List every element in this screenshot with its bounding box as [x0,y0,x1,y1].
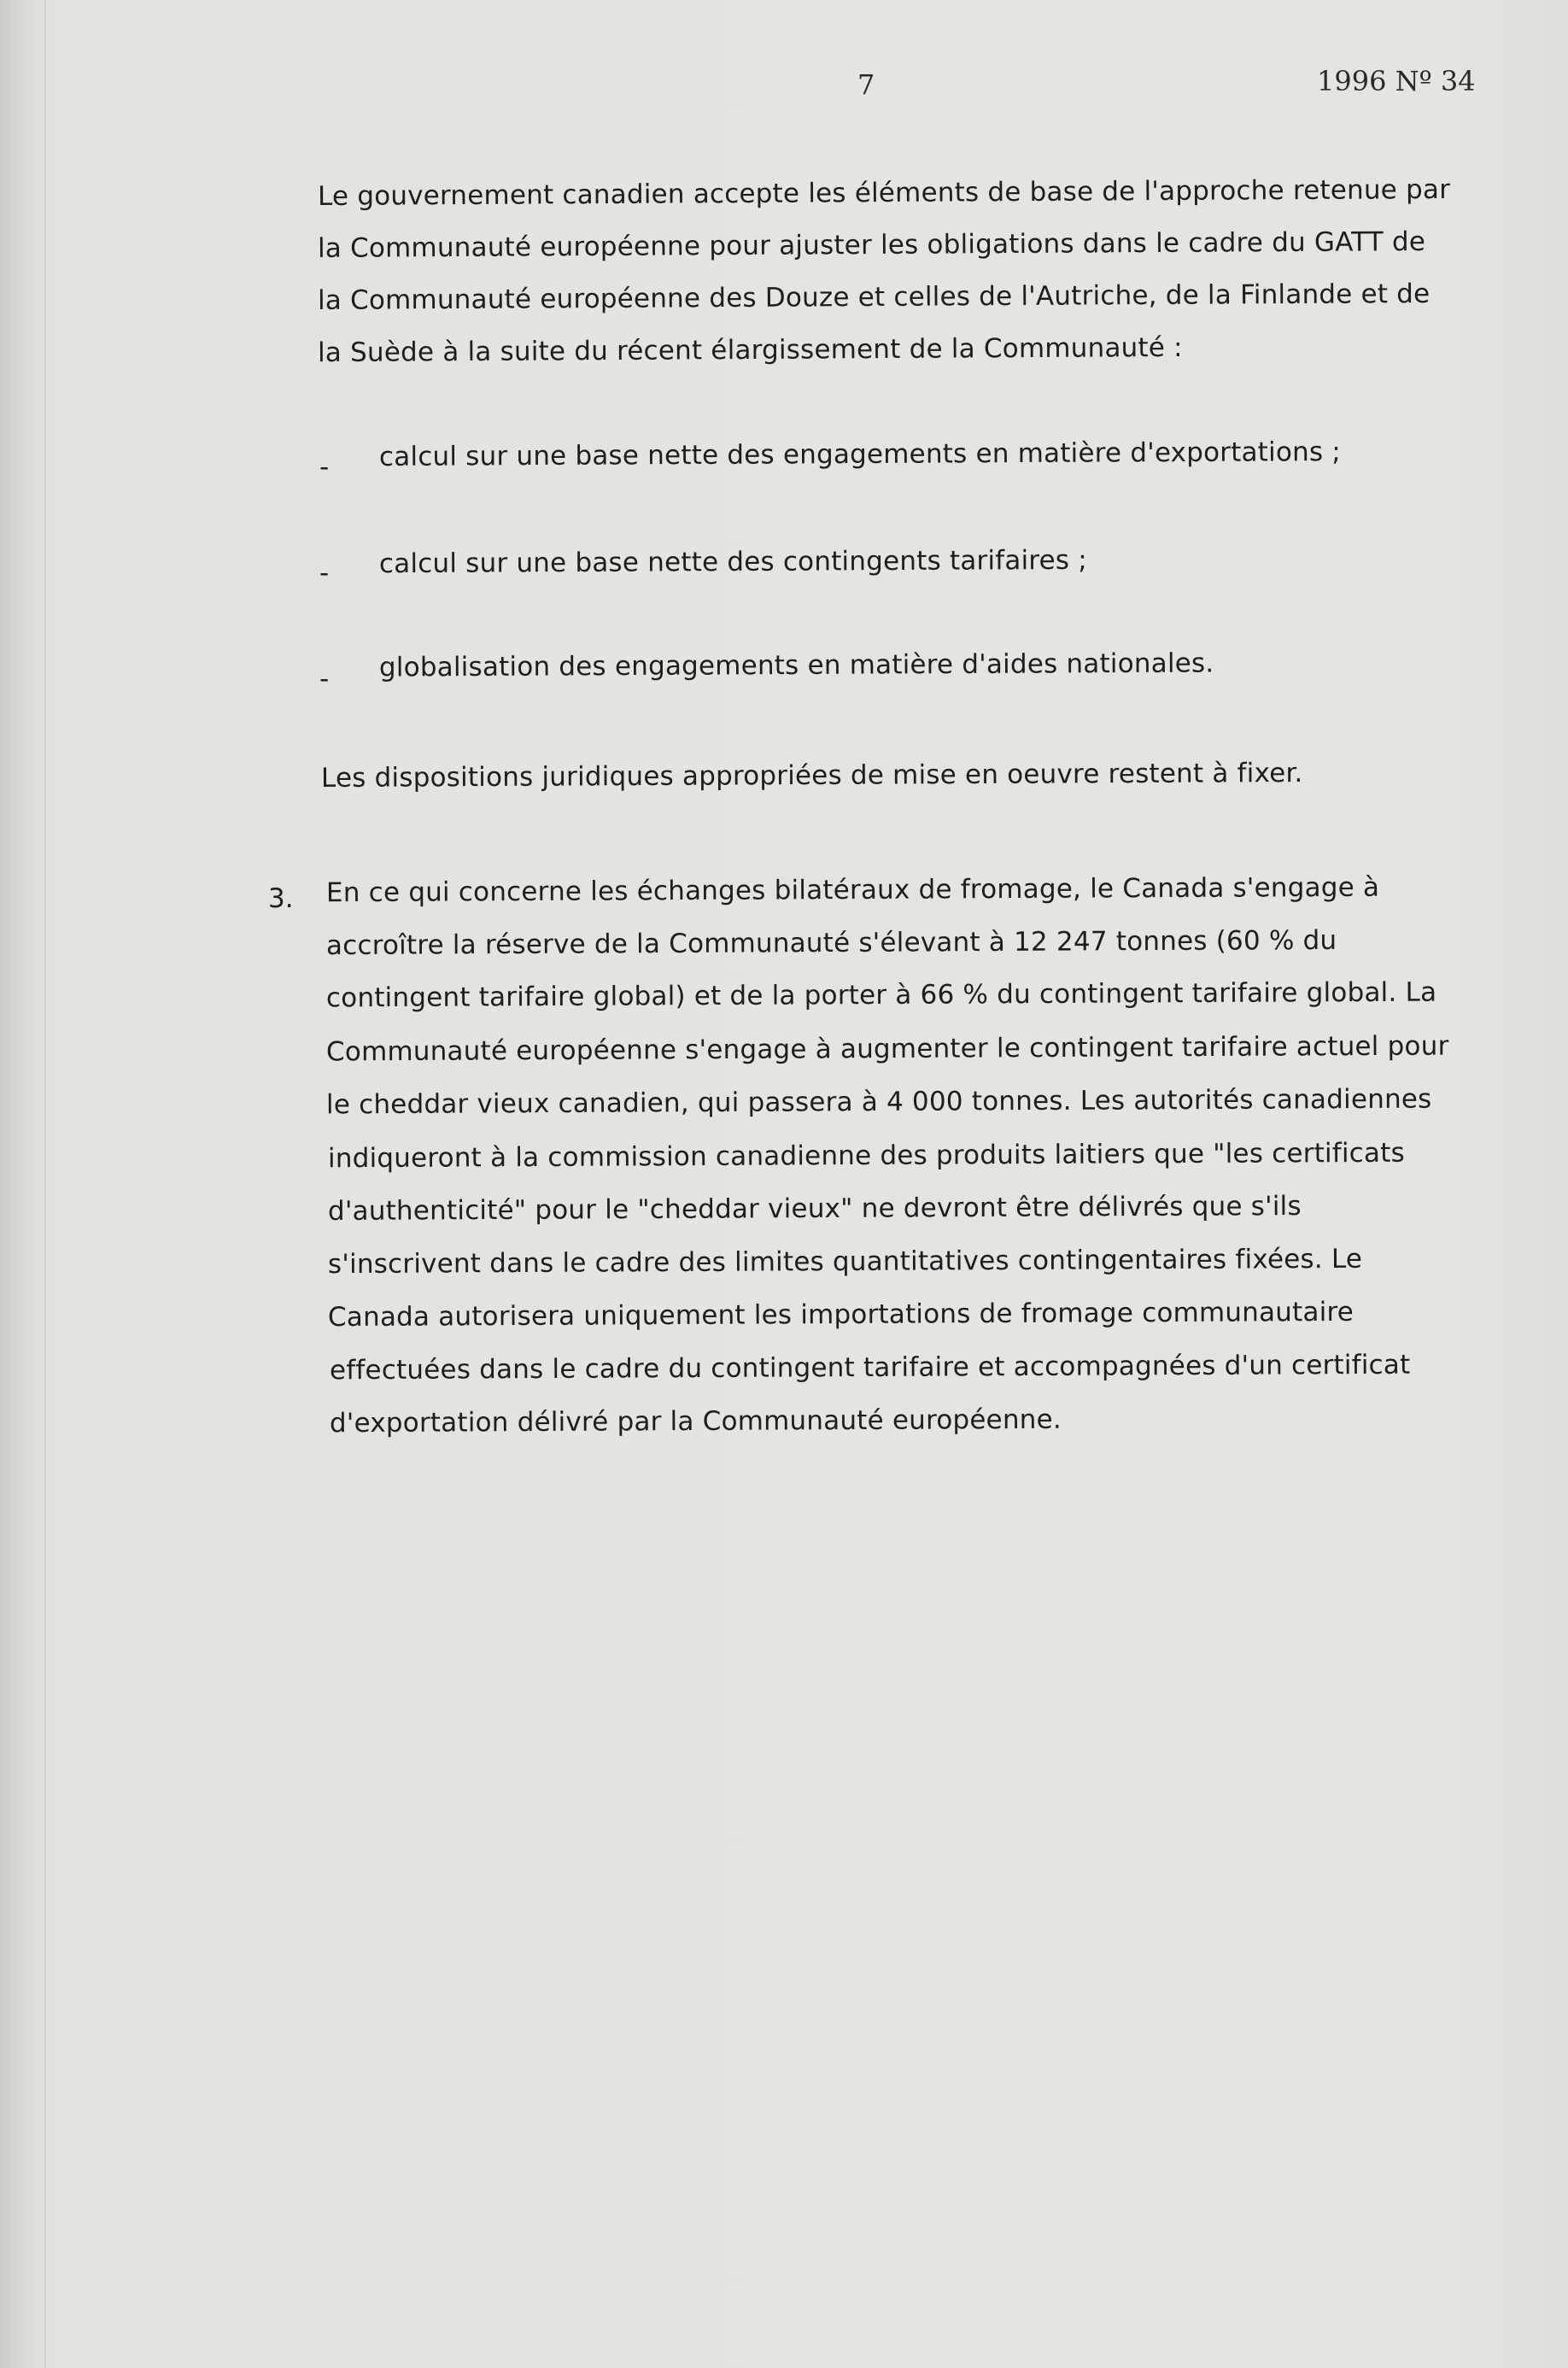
section-3-line-4: Communauté européenne s'engage à augmenter le contingent tarifaire actuel pour [325,1030,1449,1068]
section-3-line-8: s'inscrivent dans le cadre des limites quantitatives contingentaires fixées. Le [327,1243,1363,1281]
section-3-line-9: Canada autorisera uniquement les importations de fromage communautaire [327,1296,1354,1333]
bullet-item-1: calcul sur une base nette des engagements en matière d'exportations ; [378,437,1342,472]
section-3-line-10: effectuées dans le cadre du contingent tarifaire et accompagnées d'un certificat [329,1349,1411,1386]
intro-line-2: la Communauté européenne pour ajuster les obligations dans le cadre du GATT de [317,226,1426,264]
section-3-line-3: contingent tarifaire global) et de la porter à 66 % du contingent tarifaire global. La [325,976,1437,1014]
page-number: 7 [857,68,875,101]
section-3-line-6: indiqueront à la commission canadienne des produits laitiers que "les certificats [327,1137,1405,1175]
provisions-sentence: Les dispositions juridiques appropriées de mise en oeuvre restent à fixer. [320,757,1303,794]
bullet-marker-3: - [319,664,330,695]
section-3-line-5: le cheddar vieux canadien, qui passera à 4 000 tonnes. Les autorités canadiennes [325,1083,1432,1121]
section-3-line-1: En ce qui concerne les échanges bilatéraux de fromage, le Canada s'engage à [325,871,1380,909]
page-gutter [44,0,46,2368]
section-3-line-2: accroître la réserve de la Communauté s'élevant à 12 247 tonnes (60 % du [325,924,1337,962]
issue-reference: 1996 Nº 34 [1317,65,1476,97]
bullet-item-2: calcul sur une base nette des contingents tarifaires ; [378,544,1088,580]
section-3-number: 3. [268,883,294,914]
section-3-line-11: d'exportation délivré par la Communauté européenne. [329,1404,1062,1439]
intro-line-1: Le gouvernement canadien accepte les éléments de base de l'approche retenue par [317,173,1451,213]
intro-line-3: la Communauté européenne des Douze et celles de l'Autriche, de la Finlande et de [317,278,1431,316]
bullet-marker-2: - [319,558,330,589]
section-3-line-7: d'authenticité" pour le "cheddar vieux" ne devront être délivrés que s'ils [327,1191,1302,1227]
intro-line-4: la Suède à la suite du récent élargissement de la Communauté : [317,331,1183,369]
bullet-item-3: globalisation des engagements en matière d'aides nationales. [378,648,1214,683]
bullet-marker-1: - [319,452,330,483]
